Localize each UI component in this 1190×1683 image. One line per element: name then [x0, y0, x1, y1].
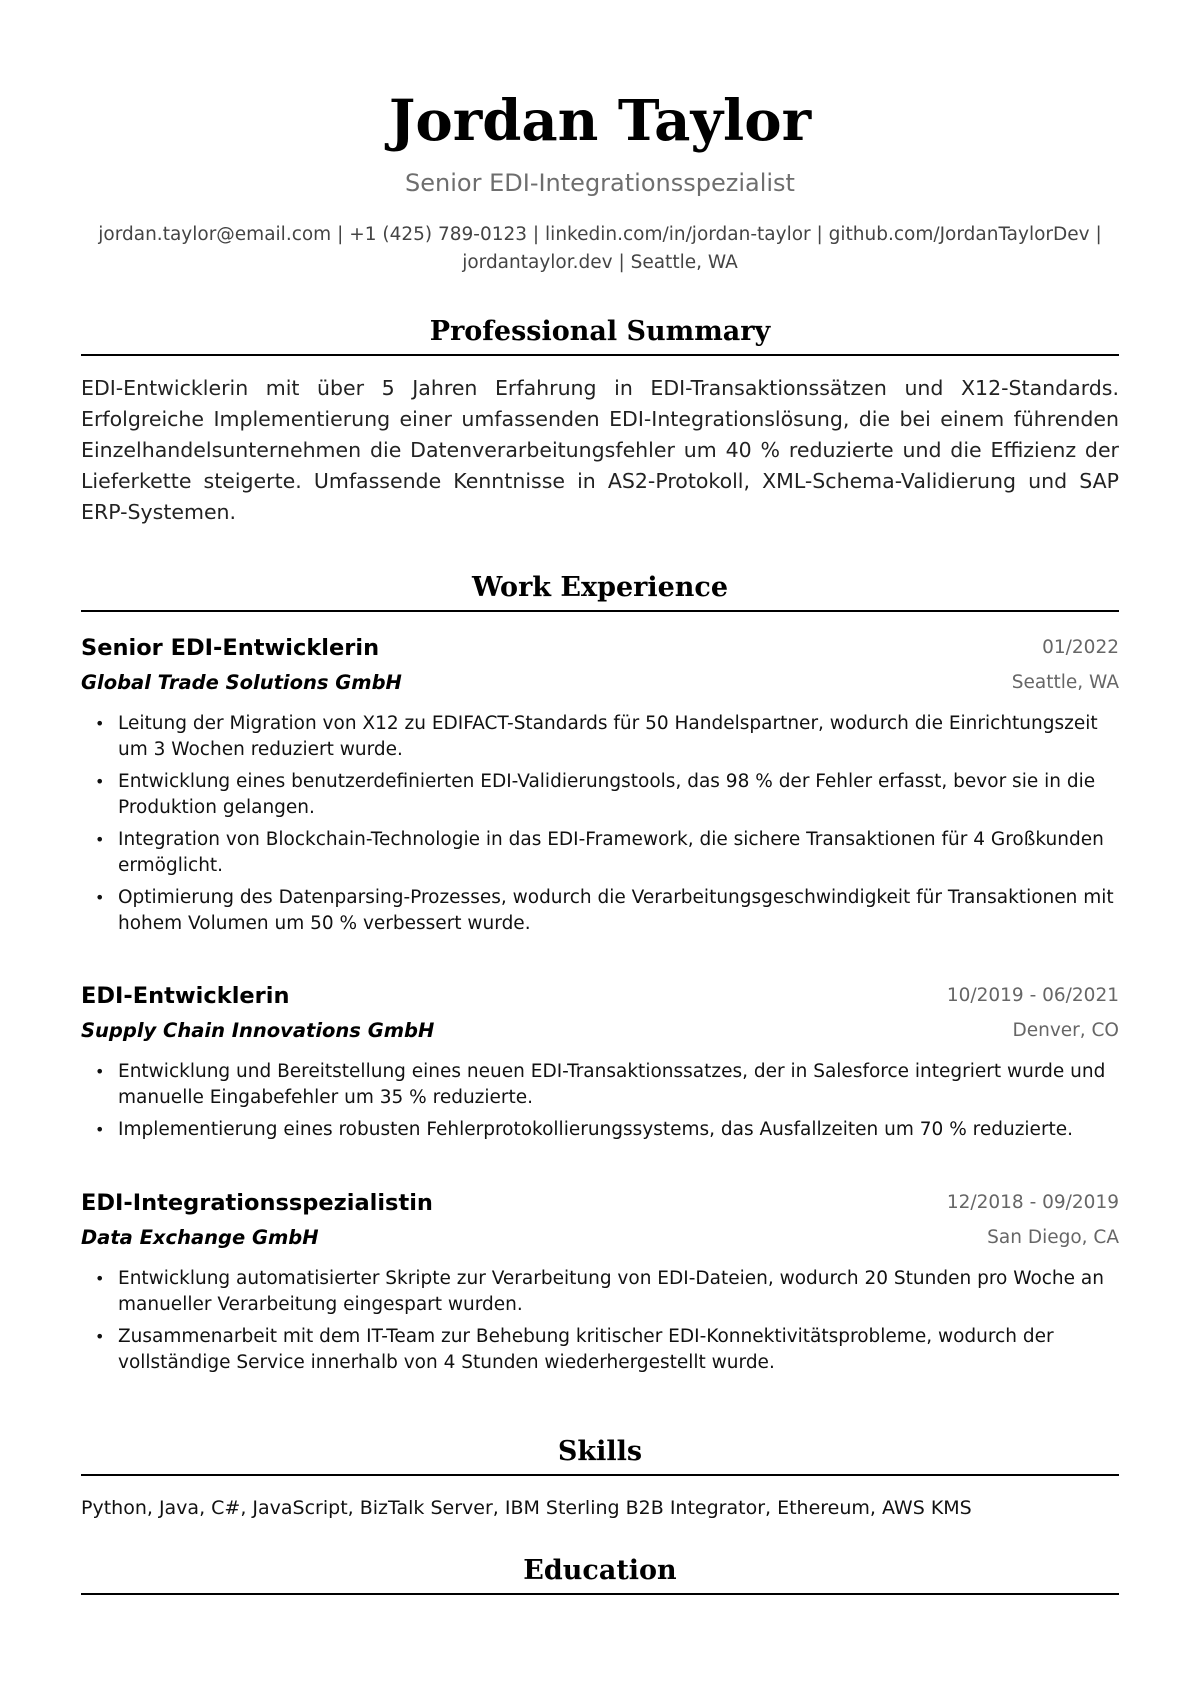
bullet-item — [81, 769, 1119, 821]
bullet-text: Implementierung eines robusten Fehlerprotokollierungssystems, das Ausfallzeiten um 70 % reduzierte. — [118, 1119, 1074, 1140]
skills-heading: Skills — [81, 1434, 1119, 1476]
job-location: Seattle, WA — [1011, 672, 1119, 693]
resume-page — [81, 0, 1119, 1683]
experience-heading: Work Experience — [81, 570, 1119, 612]
summary-heading: Professional Summary — [81, 314, 1119, 356]
bullet-item — [81, 885, 1119, 937]
bullet-glyph: • — [95, 888, 105, 907]
bullet-item — [81, 1117, 1119, 1143]
bullet-glyph: • — [95, 830, 105, 849]
bullet-item — [81, 827, 1119, 879]
contact-info — [81, 221, 1119, 277]
job-location: San Diego, CA — [987, 1227, 1119, 1248]
contact-line-1: jordan.taylor@email.com | +1 (425) 789-0123 | linkedin.com/in/jordan-taylor | github.com/JordanTaylorDev | — [98, 224, 1102, 245]
job-bullets — [81, 1266, 1119, 1382]
candidate-name: Jordan Taylor — [388, 88, 812, 154]
job-date: 10/2019 - 06/2021 — [946, 985, 1119, 1006]
bullet-text: Integration von Blockchain-Technologie in das EDI-Framework, die sichere Transaktionen für 4 Großkunden ermöglicht. — [118, 829, 1104, 876]
candidate-title: Senior EDI-Integrationsspezialist — [405, 169, 795, 197]
job-title: Senior EDI-Entwicklerin — [81, 635, 380, 661]
bullet-glyph: • — [95, 1269, 105, 1288]
bullet-text: Leitung der Migration von X12 zu EDIFACT-Standards für 50 Handelspartner, wodurch die Einrichtungszeit um 3 Wochen reduziert wurde. — [118, 713, 1098, 760]
summary-text: EDI-Entwicklerin mit über 5 Jahren Erfahrung in EDI-Transaktionssätzen und X12-Standards. Erfolgreiche Implementierung einer umfassenden EDI-Integrationslösung, die bei einem führenden Einzelhandelsunternehmen die Datenverarbeitungsfehler um 40 % reduzierte und die Effizienz der Lieferkette steigerte. Umfassende Kenntnisse in AS2-Protokoll, XML-Schema-Validierung und SAP ERP-Systemen. — [81, 376, 1119, 524]
company-name: Data Exchange GmbH — [81, 1226, 319, 1249]
skills-list: Python, Java, C#, JavaScript, BizTalk Server, IBM Sterling B2B Integrator, Ethereum, AWS KMS — [81, 1497, 972, 1519]
education-heading: Education — [81, 1553, 1119, 1595]
bullet-text: Zusammenarbeit mit dem IT-Team zur Behebung kritischer EDI-Konnektivitätsprobleme, wodurch der vollständige Service innerhalb von 4 Stunden wiederhergestellt wurde. — [118, 1326, 1054, 1373]
bullet-glyph: • — [95, 1120, 105, 1139]
bullet-text: Entwicklung eines benutzerdefinierten EDI-Validierungstools, das 98 % der Fehler erfasst, bevor sie in die Produktion gelangen. — [118, 771, 1096, 818]
bullet-glyph: • — [95, 1062, 105, 1081]
job-bullets — [81, 711, 1119, 943]
job-bullets — [81, 1059, 1119, 1149]
company-name: Supply Chain Innovations GmbH — [81, 1019, 435, 1042]
company-name: Global Trade Solutions GmbH — [81, 671, 402, 694]
contact-line-2: jordantaylor.dev | Seattle, WA — [462, 252, 738, 273]
bullet-item — [81, 1324, 1119, 1376]
job-date: 01/2022 — [1042, 637, 1119, 658]
bullet-item — [81, 1266, 1119, 1318]
bullet-glyph: • — [95, 772, 105, 791]
bullet-text: Entwicklung und Bereitstellung eines neuen EDI-Transaktionssatzes, der in Salesforce integriert wurde und manuelle Eingabefehler um 35 % reduzierte. — [118, 1061, 1106, 1108]
bullet-glyph: • — [95, 714, 105, 733]
bullet-item — [81, 1059, 1119, 1111]
bullet-glyph: • — [95, 1327, 105, 1346]
bullet-text: Entwicklung automatisierter Skripte zur Verarbeitung von EDI-Dateien, wodurch 20 Stunden pro Woche an manueller Verarbeitung eingespart wurden. — [118, 1268, 1104, 1315]
bullet-text: Optimierung des Datenparsing-Prozesses, wodurch die Verarbeitungsgeschwindigkeit für Transaktionen mit hohem Volumen um 50 % verbessert wurde. — [118, 887, 1114, 934]
job-title: EDI-Integrationsspezialistin — [81, 1190, 433, 1216]
job-date: 12/2018 - 09/2019 — [946, 1192, 1119, 1213]
bullet-item — [81, 711, 1119, 763]
job-location: Denver, CO — [1012, 1020, 1119, 1041]
job-title: EDI-Entwicklerin — [81, 983, 290, 1009]
